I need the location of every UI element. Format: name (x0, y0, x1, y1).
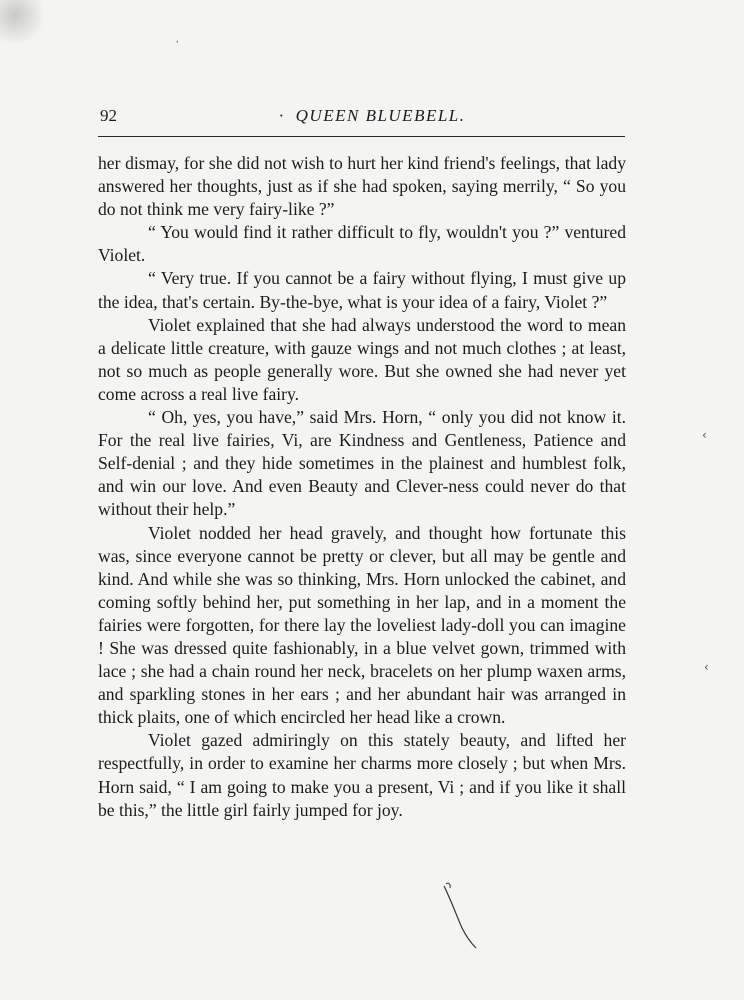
pen-stroke (432, 878, 492, 958)
margin-mark: ‹ (702, 428, 707, 442)
paragraph: “ Very true. If you cannot be a fairy without flying, I must give up the idea, that's certain. By-the-bye, what is your idea of a fairy, Violet ?” (98, 268, 626, 312)
page-number: 92 (100, 106, 117, 125)
body-text (98, 152, 626, 822)
paragraph: Violet explained that she had always understood the word to mean a delicate little creature, with gauze wings and not much clothes ; at least, not so much as people generally wore. But she owned she had never yet come across a real live fairy. (98, 314, 626, 404)
paragraph: her dismay, for she did not wish to hurt her kind friend's feelings, that lady answered her thoughts, just as if she had spoken, saying merrily, “ So you do not think me very fairy-like ?” (98, 153, 626, 220)
book-title: QUEEN BLUEBELL. (295, 106, 466, 125)
running-head (0, 106, 744, 126)
paragraph: “ You would find it rather difficult to fly, wouldn't you ?” ventured Violet. (98, 222, 626, 266)
paragraph: Violet nodded her head gravely, and thought how fortunate this was, since everyone cannot be pretty or clever, but all may be gentle and kind. And while she was so thinking, Mrs. Horn unlocked the cabinet, and coming softly behind her, put something in her lap, and in a moment the fairies were forgotten, for there lay the loveliest lady-doll you can imagine ! She was dressed quite fashionably, in a blue velvet gown, trimmed with lace ; she had a chain round her neck, bracelets on her plump waxen arms, and sparkling stones in her ears ; and her abundant hair was arranged in thick plaits, one of which encircled her head like a crown. (98, 522, 626, 728)
ink-speck: ' (176, 40, 179, 50)
running-head-separator: · (278, 106, 286, 125)
paragraph: Violet gazed admiringly on this stately beauty, and lifted her respectfully, in order to examine her charms more closely ; but when Mrs. Horn said, “ I am going to make you a present, Vi ; and if you like it shall be this,” the little girl fairly jumped for joy. (98, 730, 626, 820)
paragraph: “ Oh, yes, you have,” said Mrs. Horn, “ only you did not know it. For the real live fairies, Vi, are Kindness and Gentleness, Patience and Self-denial ; and they hide sometimes in the plainest and humblest folk, and win our love. And even Beauty and Clever-ness could never do that without their help.” (98, 407, 626, 520)
margin-mark: ‹ (704, 660, 709, 674)
header-rule (98, 136, 625, 137)
page-smudge (0, 0, 50, 55)
